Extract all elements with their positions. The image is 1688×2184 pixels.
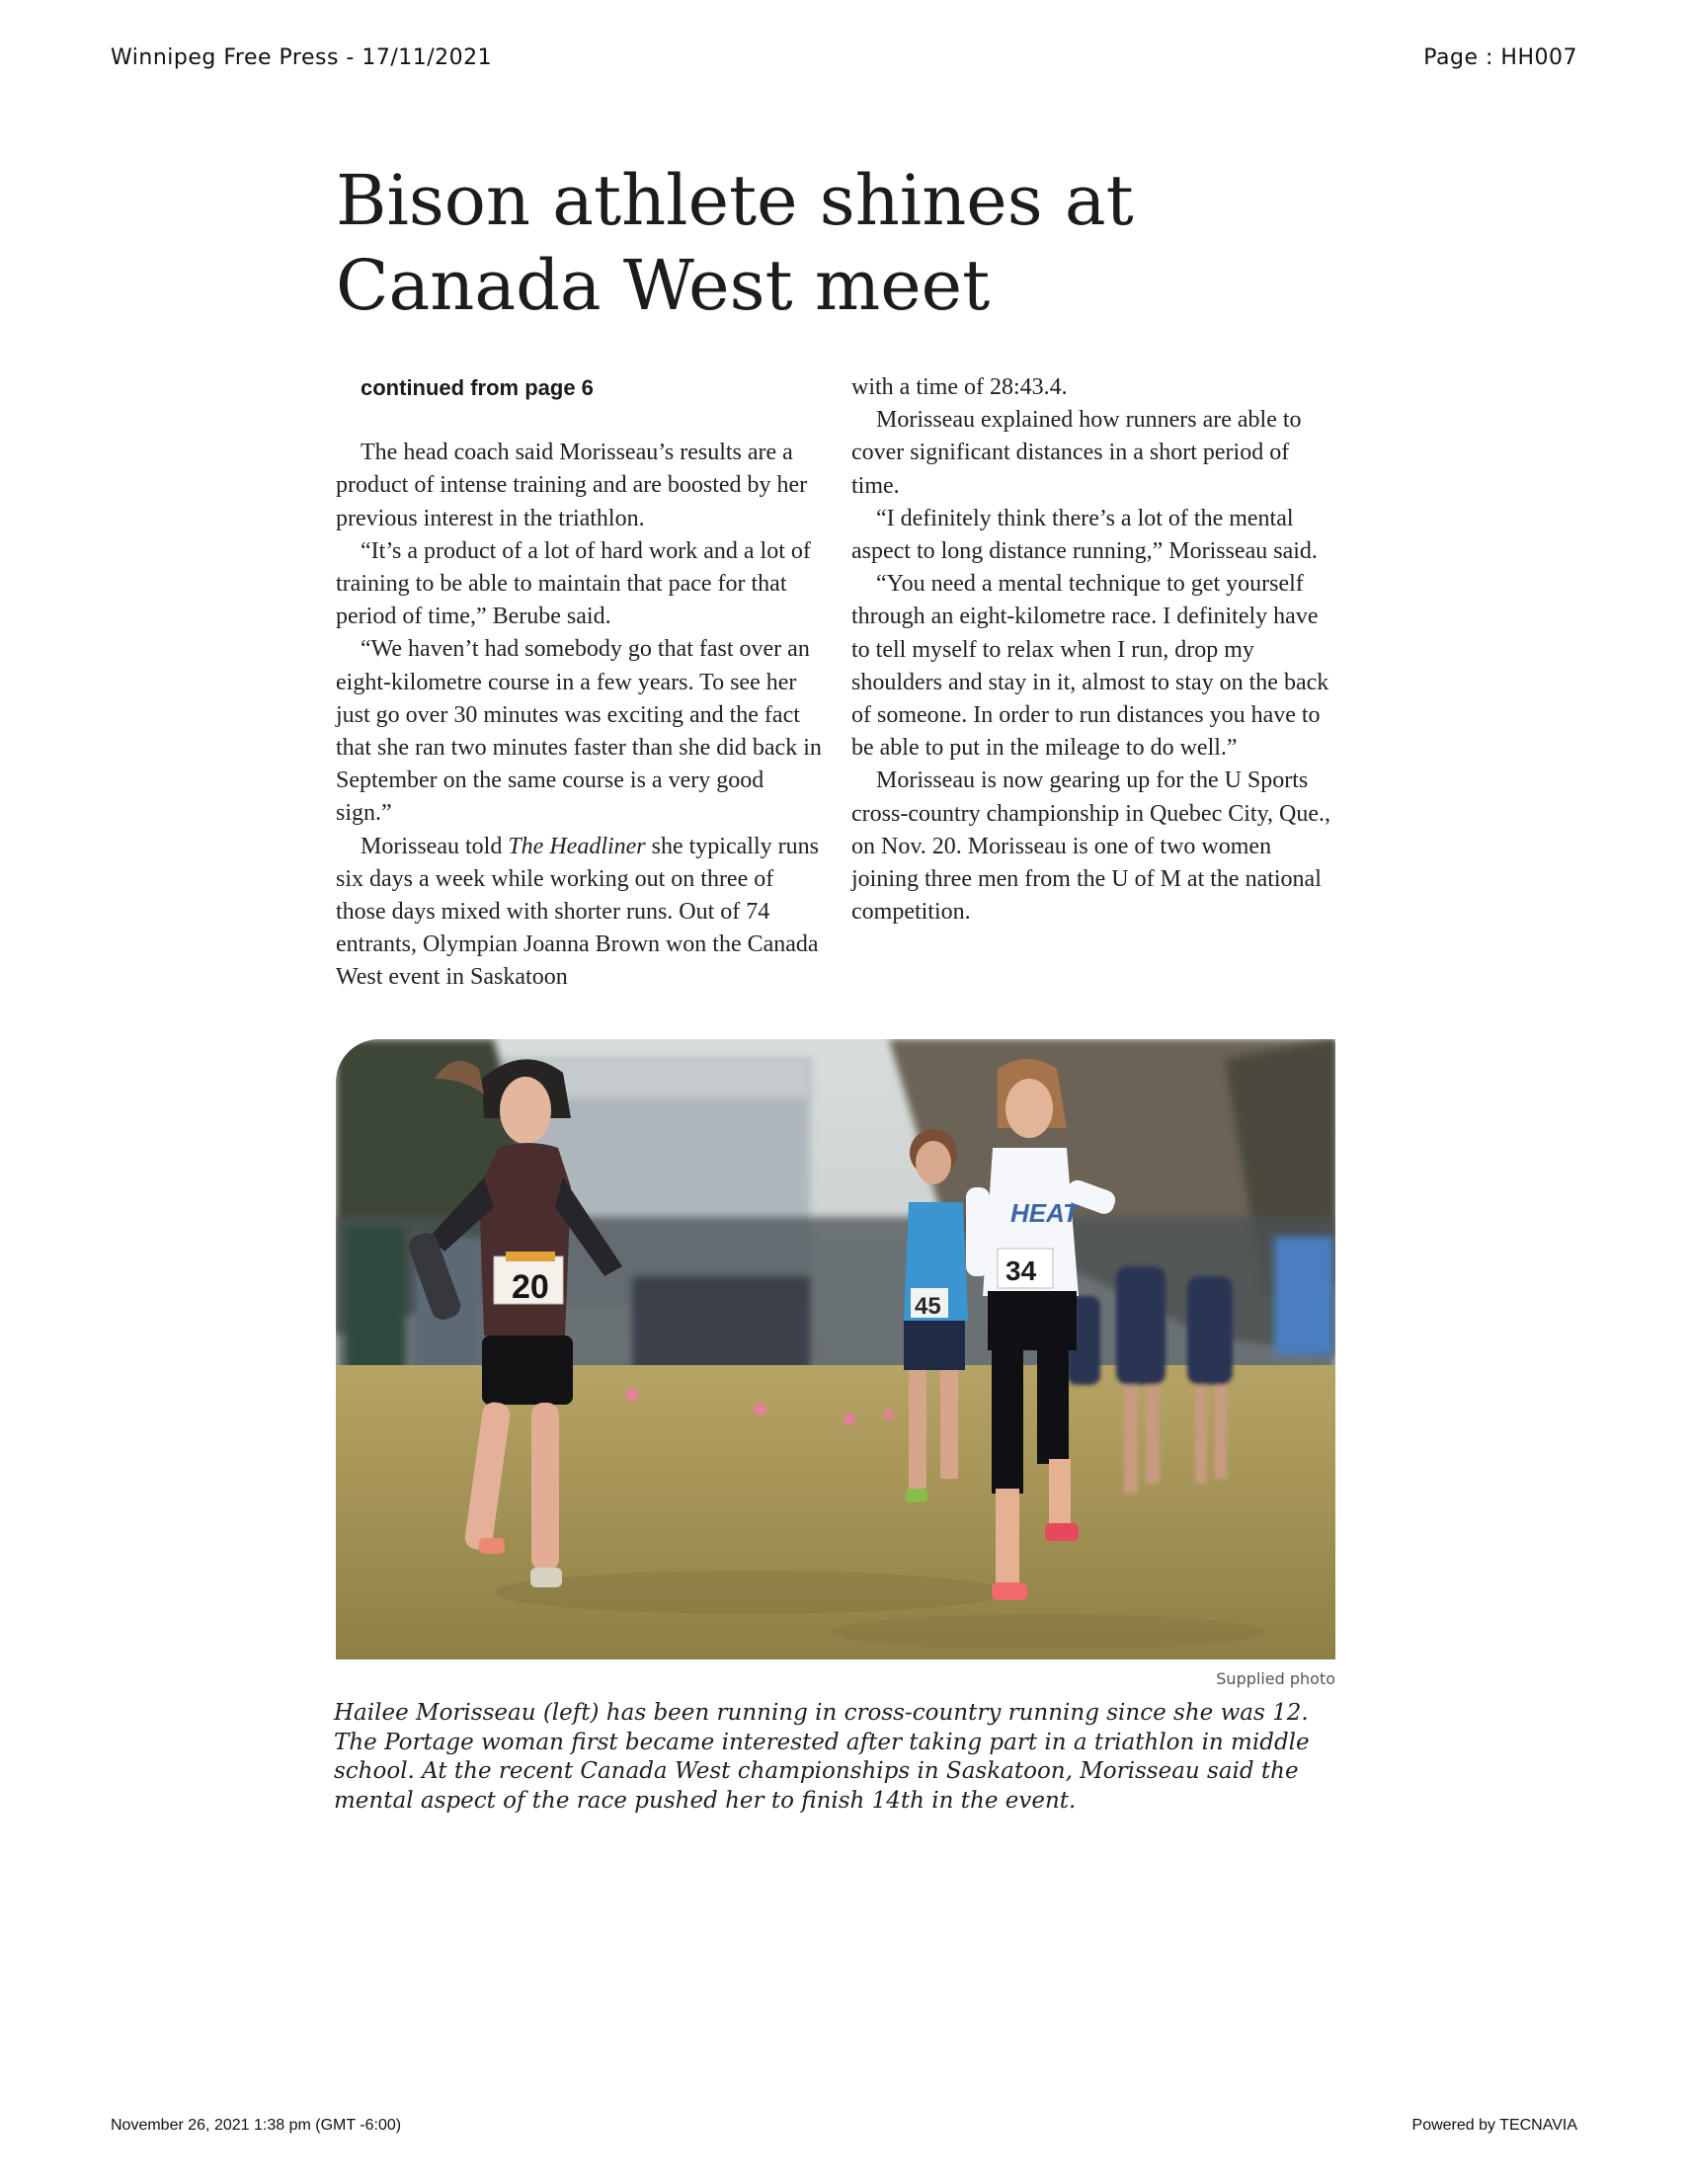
paragraph: “You need a mental technique to get yourself through an eight-kilometre race. I definitely have to tell myself to relax when I run, drop my shoulders and stay in it, almost to stay on the back of someone. In order to run distances you have to be able to put in the mileage to do well.” xyxy=(851,571,1329,762)
headline-line-2: Canada West meet xyxy=(336,245,991,326)
paragraph-text: she typically runs six days a week while working out on three of those days mixed with shorter runs. Out of 74 entrants, Olympian Joanna Brown won the Canada West event in Saskatoon xyxy=(336,833,819,991)
jersey-text: HEAT xyxy=(1010,1198,1079,1228)
paragraph: The head coach said Morisseau’s results are a product of intense training and are boosted by her previous interest in the triathlon. xyxy=(336,440,808,531)
paragraph: “I definitely think there’s a lot of the mental aspect to long distance running,” Morisseau said. xyxy=(851,505,1318,565)
paragraph: “We haven’t had somebody go that fast over an eight-kilometre course in a few years. To see her just go over 30 minutes was exciting and the fact that she ran two minutes faster than she did back in September on the same course is a very good sign.” xyxy=(336,636,822,827)
bib-number-lead: 20 xyxy=(512,1268,549,1306)
paragraph-text: Morisseau told xyxy=(361,833,509,859)
article-headline xyxy=(336,158,1324,328)
publication-header: Winnipeg Free Press - 17/11/2021 xyxy=(111,45,493,70)
article-column-left xyxy=(336,371,822,995)
race-photo xyxy=(336,1039,1335,1659)
paragraph: “It’s a product of a lot of hard work and a lot of training to be able to maintain that pace for that period of time,” Berube said. xyxy=(336,537,811,630)
footer-timestamp: November 26, 2021 1:38 pm (GMT -6:00) xyxy=(111,2117,402,2134)
headline-line-1: Bison athlete shines at xyxy=(336,160,1134,241)
paragraph: Morisseau explained how runners are able to cover significant distances in a short period of time. xyxy=(851,407,1302,499)
paragraph: with a time of 28:43.4. xyxy=(851,374,1068,400)
article-column-right xyxy=(851,371,1337,929)
paragraph xyxy=(336,831,822,995)
publication-name: The Headliner xyxy=(508,833,646,859)
continued-from: continued from page 6 xyxy=(361,375,594,400)
bib-number-blue: 45 xyxy=(915,1293,941,1320)
footer-powered-by: Powered by TECNAVIA xyxy=(1411,2117,1577,2134)
page-number: Page : HH007 xyxy=(1423,45,1577,70)
photo-caption: Hailee Morisseau (left) has been running in cross-country running since she was 12. The Portage woman first became interested after taking part in a triathlon in middle school. At the recent Canada West championships in Saskatoon, Morisseau said the mental aspect of the race pushed her to finish 14th in the event. xyxy=(334,1700,1310,1814)
paragraph: Morisseau is now gearing up for the U Sports cross-country championship in Quebec City, Que., on Nov. 20. Morisseau is one of two women joining three men from the U of M at the national competition. xyxy=(851,768,1331,926)
bib-number-white: 34 xyxy=(1005,1255,1037,1286)
photo-credit: Supplied photo xyxy=(1216,1669,1335,1688)
